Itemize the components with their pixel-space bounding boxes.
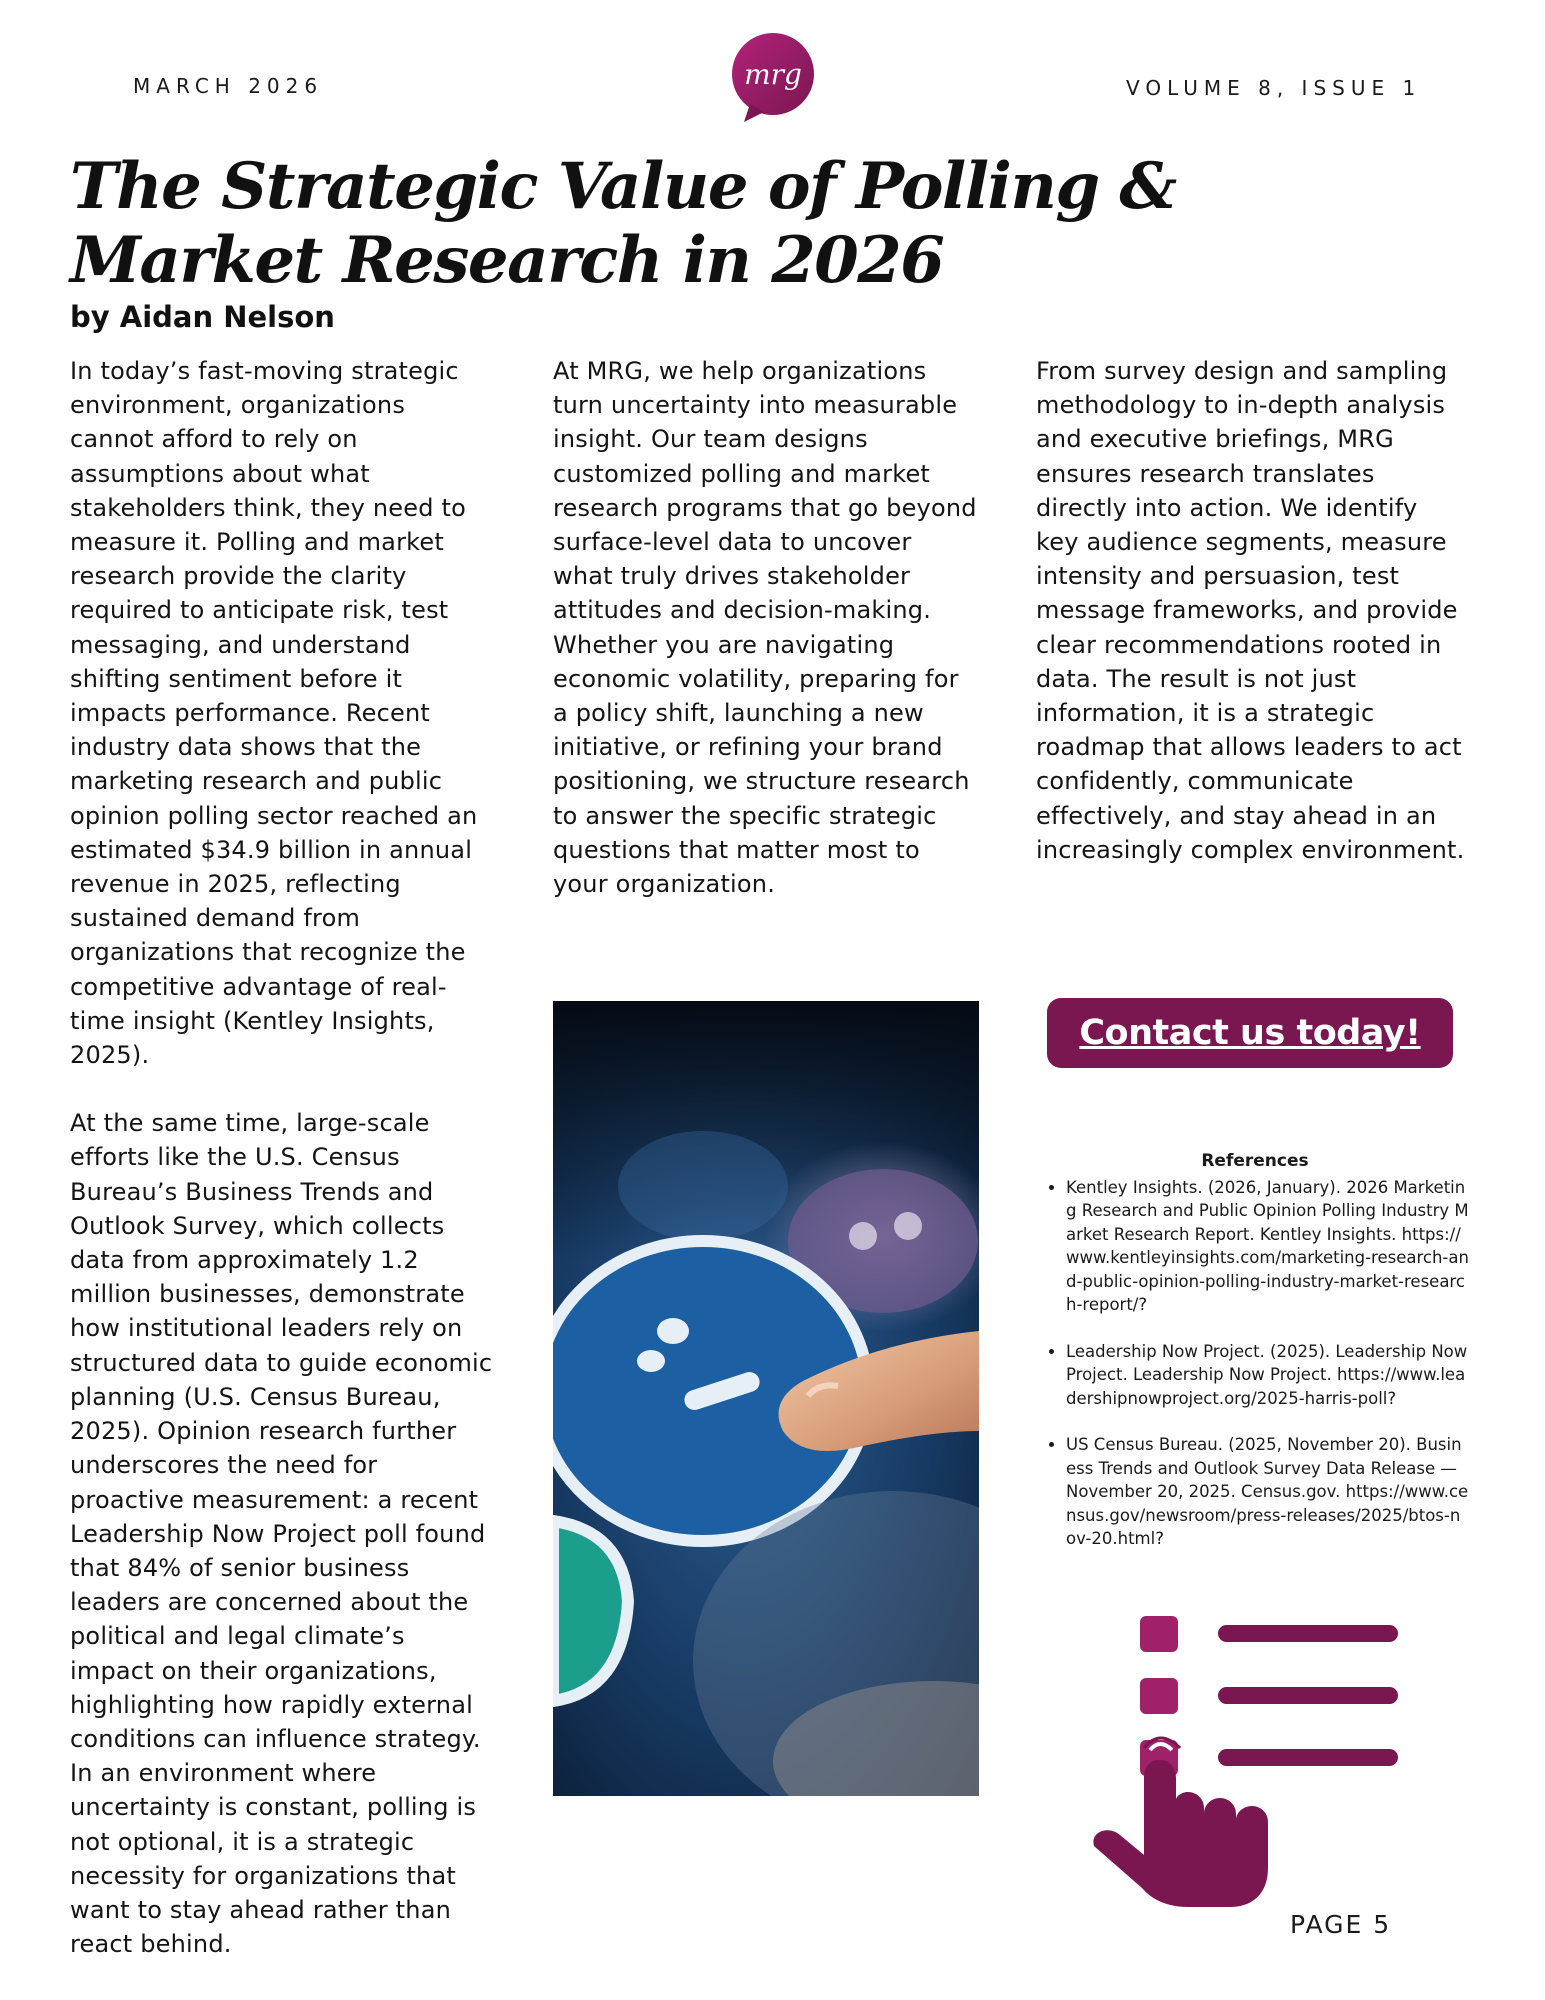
logo-text: mrg xyxy=(744,58,802,91)
article-column-1 xyxy=(70,354,495,1961)
paragraph: At the same time, large-scale efforts like the U.S. Census Bureau’s Business Trends and Outlook Survey, which collects data from approximately 1.2 million businesses, demonstrate how institutional leaders rely on structured data to guide economic planning (U.S. Census Bureau, 2025). Opinion research further underscores the need for proactive measurement: a recent Leadership Now Project poll found that 84% of senior business leaders are concerned about the political and legal climate’s impact on their organizations, highlighting how rapidly external conditions can influence strategy. In an environment where uncertainty is constant, polling is not optional, it is a strategic necessity for organizations that want to stay ahead rather than react behind. xyxy=(70,1109,493,1959)
reference-item: • Leadership Now Project. (2025). Leadership Now Project. Leadership Now Project. https://www.leadershipnowproject.org/2025-harris-poll? xyxy=(1066,1340,1470,1411)
mrg-logo xyxy=(730,32,816,124)
page-number: PAGE 5 xyxy=(1290,1910,1392,1939)
contact-us-button[interactable]: Contact us today! xyxy=(1047,998,1453,1068)
paragraph: At MRG, we help organizations turn uncertainty into measurable insight. Our team designs customized polling and market research programs that go beyond surface-level data to uncover what truly drives stakeholder attitudes and decision-making. Whether you are navigating economic volatility, preparing for a policy shift, launching a new initiative, or refining your brand positioning, we structure research to answer the specific strategic questions that matter most to your organization. xyxy=(553,357,977,899)
issue-date: MARCH 2026 xyxy=(133,74,324,98)
checklist-hand-icon xyxy=(1090,1610,1410,1915)
article-byline: by Aidan Nelson xyxy=(70,300,335,334)
issue-volume: VOLUME 8, ISSUE 1 xyxy=(1126,76,1422,100)
checklist-icon xyxy=(1090,1610,1410,1915)
article-column-3 xyxy=(1036,354,1466,867)
finger-emoji-photo-icon xyxy=(553,1001,979,1796)
references-list xyxy=(1040,1176,1470,1551)
reference-item: • Kentley Insights. (2026, January). 2026 Marketing Research and Public Opinion Polling Industry Market Research Report. Kentley Insights. https://www.kentleyinsights.com/marketing-research-and-public-opinion-polling-industry-market-research-report/? xyxy=(1066,1176,1470,1317)
references-title: References xyxy=(1201,1151,1309,1171)
reference-item: • US Census Bureau. (2025, November 20). Business Trends and Outlook Survey Data Release — November 20, 2025. Census.gov. https://www.census.gov/newsroom/press-releases/2025/btos-nov-20.html? xyxy=(1066,1433,1470,1551)
feature-photo xyxy=(553,1001,979,1796)
paragraph: In today’s fast-moving strategic environment, organizations cannot afford to rely on assumptions about what stakeholders think, they need to measure it. Polling and market research provide the clarity required to anticipate risk, test messaging, and understand shifting sentiment before it impacts performance. Recent industry data shows that the marketing research and public opinion polling sector reached an estimated $34.9 billion in annual revenue in 2025, reflecting sustained demand from organizations that recognize the competitive advantage of real-time insight (Kentley Insights, 2025). xyxy=(70,357,478,1070)
paragraph: From survey design and sampling methodology to in-depth analysis and executive briefings, MRG ensures research translates directly into action. We identify key audience segments, measure intensity and persuasion, test message frameworks, and provide clear recommendations rooted in data. The result is not just information, it is a strategic roadmap that allows leaders to act confidently, communicate effectively, and stay ahead in an increasingly complex environment. xyxy=(1036,357,1465,864)
references xyxy=(1040,1150,1470,1574)
article-title: The Strategic Value of Polling & Market Research in 2026 xyxy=(70,149,1176,298)
article-column-2 xyxy=(553,354,978,901)
logo-icon xyxy=(730,32,816,124)
